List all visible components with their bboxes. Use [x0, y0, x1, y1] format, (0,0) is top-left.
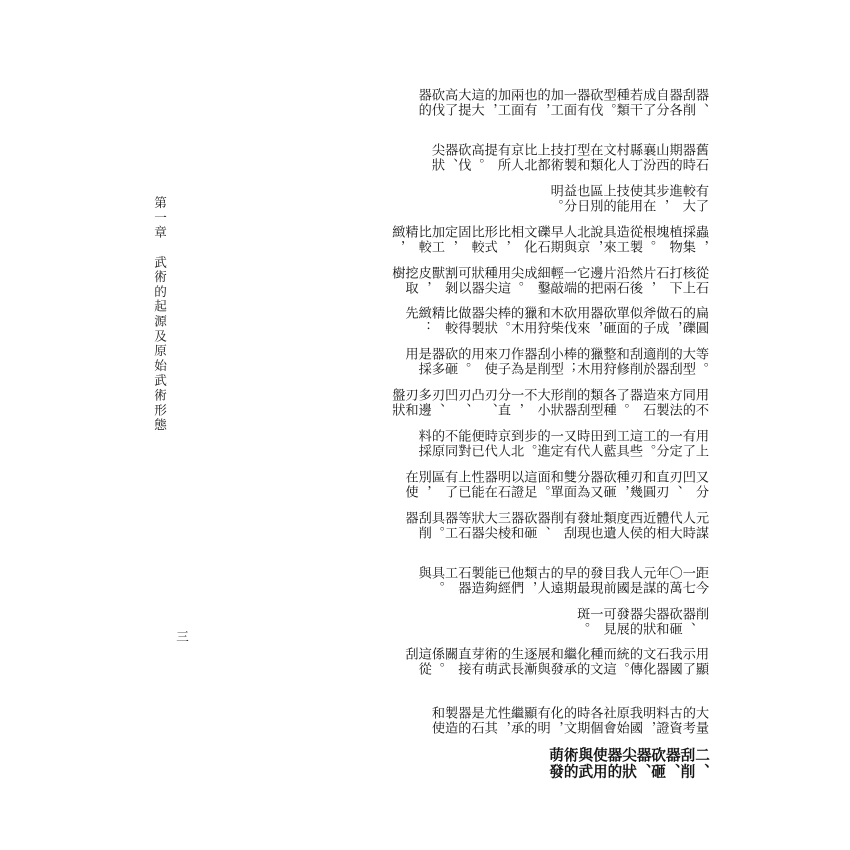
- body-column: 扁圓的礫石，做成斧子似的單面砍砸器，用來砍伐木柴和狩獵用的木棒。尖狀器製做得比較精緻：先: [403, 306, 709, 336]
- body-column: 削器、砍砸器和尖狀器的發展可見一斑。: [575, 606, 709, 637]
- running-header-chapter: 第一章 武術的起源及原始武術形態: [152, 196, 166, 433]
- body-column: 舊石器時期的山西襄汾縣丁村人文化在類型和打製技術上都比北京人有所提高。砍伐器、尖狀: [429, 142, 709, 173]
- body-column: 用上有了一定的分工。這些工具到藍田人時代又有一定的進步。到北京人時代便已能對不同的原料採: [416, 429, 709, 459]
- page-number: 三: [174, 630, 188, 644]
- body-column: 距今一七〇萬年的元謀人是我國目前發現的最早期的遠古人類，他們已經能夠製造石器工具。與: [416, 565, 709, 596]
- body-column: 從石核上打下石片，然後沿石片兩邊把它的一端輕敲細鑿成尖。用這種尖狀器可以割剝獸皮，挖取樹: [390, 265, 709, 296]
- vertical-text-block: [390, 88, 709, 788]
- body-column: 器、刮削器各自分成了若干種類型。砍伐器有一面加工的，也有兩面加工的，這大大提高了砍伐器的: [416, 88, 709, 118]
- body-column: 又分凹刃、直刃和圓刃幾種，砍砸器又分為雙面和單面。這足以證明石器在性能上已有了區別，在使: [403, 469, 709, 500]
- body-column: 元謀人時代大體相近的西侯度人類遺址也發現有刮削器、砍砸器和三棱大尖狀器等石器工具。刮削器: [403, 510, 709, 541]
- body-column: 有了較大進步，其在使用技能上的區別也日益分明。: [548, 183, 709, 214]
- section-heading: 二、刮削器、砍砸器、尖狀器的使用與武術的萌發: [547, 747, 709, 781]
- body-column: 大量的考古資料證明，我國原始社會各個時期的文化，有明顯的繼承性，尤其是石器的製造和使: [429, 706, 709, 736]
- body-column: 用不同的方法來製造石器了。各種類型的刮削器形狀大小不一，分直刃、凸刃、凹刃、多邊刃和盤狀: [390, 388, 709, 418]
- body-column: 用顯示了我國石器文化的傳統。而這種文化的繼承和發展與逐漸生長的武術萌芽有直接關係。這從刮: [403, 647, 709, 677]
- body-column: 等。大型的刮削器適於刮削和修整狩獵用的木棒；小型刮削器是作為刀子來使用的。砍砸器多是採用: [403, 347, 709, 377]
- body-column: 蟲，採集植物塊根。從製造工具來說，北京人與早期礫石文化相比，形式比較固定，加工比較精緻，: [390, 224, 709, 255]
